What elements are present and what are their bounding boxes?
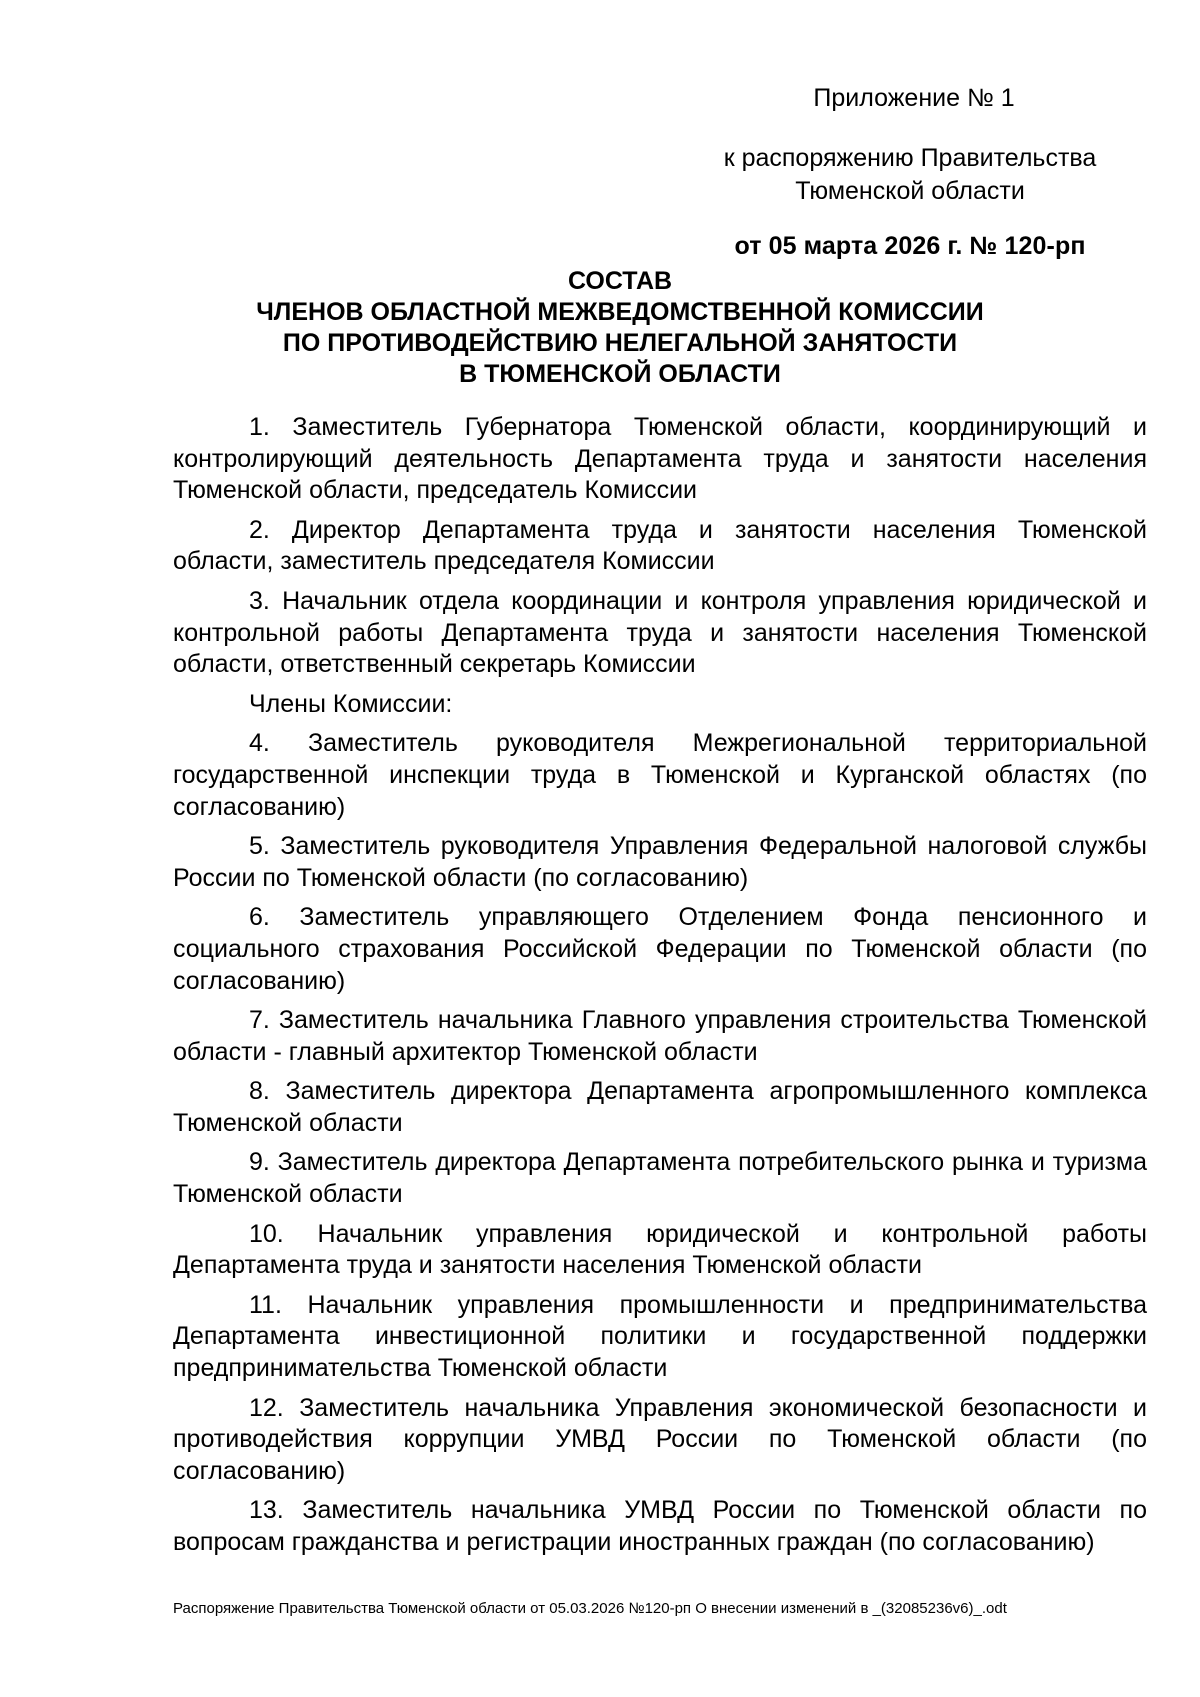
list-item: 3. Начальник отдела координации и контроля управления юридической и контрольной работы Департамента труда и занятости населения Тюменской области, ответственный секретарь Комиссии [173,586,1147,679]
document-body [173,412,1147,1567]
appendix-number: Приложение № 1 [813,84,1015,112]
list-item: 13. Заместитель начальника УМВД России по Тюменской области по вопросам гражданства и регистрации иностранных граждан (по согласованию) [173,1496,1147,1556]
members-heading: Члены Комиссии: [249,689,453,718]
order-reference-line1: к распоряжению Правительства [723,144,1097,172]
list-item: 2. Директор Департамента труда и занятости населения Тюменской области, заместитель председателя Комиссии [173,515,1147,576]
list-item: 6. Заместитель управляющего Отделением Фонда пенсионного и социального страхования Российской Федерации по Тюменской области (по согласованию) [173,903,1147,995]
order-reference-line2: Тюменской области [795,177,1025,205]
title-line-3: ПО ПРОТИВОДЕЙСТВИЮ НЕЛЕГАЛЬНОЙ ЗАНЯТОСТИ [282,329,958,357]
list-item: 10. Начальник управления юридической и контрольной работы Департамента труда и занятости населения Тюменской области [173,1219,1147,1280]
order-date-number: от 05 марта 2026 г. № 120-рп [734,232,1086,260]
list-item: 12. Заместитель начальника Управления экономической безопасности и противодействия коррупции УМВД России по Тюменской области (по согласованию) [173,1393,1147,1485]
list-item: 11. Начальник управления промышленности и предпринимательства Департамента инвестиционной политики и государственной поддержки предпринимательства Тюменской области [173,1290,1147,1383]
title-line-4: В ТЮМЕНСКОЙ ОБЛАСТИ [459,360,781,388]
list-item: 4. Заместитель руководителя Межрегиональной территориальной государственной инспекции труда в Тюменской и Курганской областях (по согласованию) [173,729,1147,821]
list-item: 8. Заместитель директора Департамента агропромышленного комплекса Тюменской области [173,1077,1147,1137]
list-item: 9. Заместитель директора Департамента потребительского рынка и туризма Тюменской области [173,1148,1147,1209]
document-footer: Распоряжение Правительства Тюменской области от 05.03.2026 №120-рп О внесении изменений в _(32085236v6)_.odt [173,1600,1007,1617]
title-line-2: ЧЛЕНОВ ОБЛАСТНОЙ МЕЖВЕДОМСТВЕННОЙ КОМИССИИ [256,298,984,326]
title-line-1: СОСТАВ [567,267,673,295]
list-item: 5. Заместитель руководителя Управления Федеральной налоговой службы России по Тюменской области (по согласованию) [173,832,1147,892]
list-item: 1. Заместитель Губернатора Тюменской области, координирующий и контролирующий деятельность Департамента труда и занятости населения Тюменской области, председатель Комиссии [173,413,1147,505]
list-item: 7. Заместитель начальника Главного управления строительства Тюменской области - главный архитектор Тюменской области [173,1006,1147,1066]
document-title [160,266,1080,390]
appendix-header [700,82,1120,263]
